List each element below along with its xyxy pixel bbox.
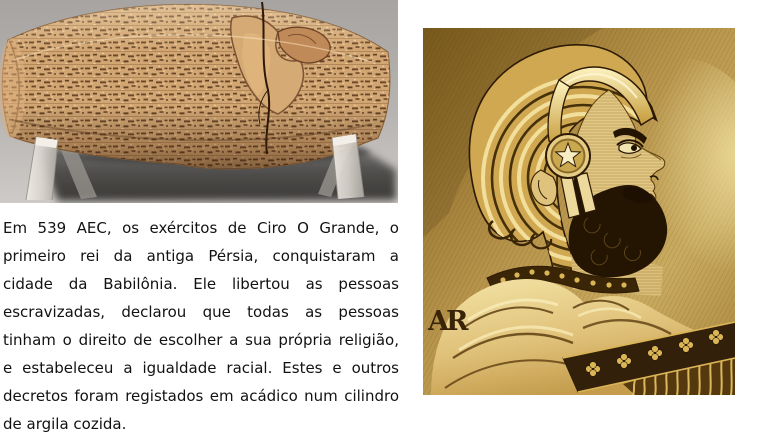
paragraph-line: Em 539 AEC, os exércitos de Ciro O Grande, o: [3, 219, 399, 237]
paragraph-line: tinham o direito de escolher a sua própria religião,: [3, 331, 399, 349]
cyrus-portrait-illustration: [423, 28, 735, 395]
body-paragraph: [3, 214, 399, 438]
paragraph-line: de argila cozida.: [3, 415, 127, 433]
paragraph-line: e estabeleceu a igualdade racial. Estes e outros: [3, 359, 399, 377]
paragraph-line: cidade da Babilônia. Ele libertou as pessoas: [3, 275, 399, 293]
paragraph-line: escravizadas, declarou que todas as pessoas: [3, 303, 399, 321]
paragraph-line: primeiro rei da antiga Pérsia, conquistaram a: [3, 247, 399, 265]
cyrus-cylinder-illustration: [0, 0, 398, 203]
artist-monogram: AR: [428, 306, 466, 337]
cyrus-portrait-engraving: [423, 28, 735, 395]
cyrus-cylinder-photo: [0, 0, 398, 203]
iris: [631, 145, 637, 151]
clay-cylinder: [0, 2, 390, 169]
paragraph-line: decretos foram registados em acádico num cilindro: [3, 387, 399, 405]
